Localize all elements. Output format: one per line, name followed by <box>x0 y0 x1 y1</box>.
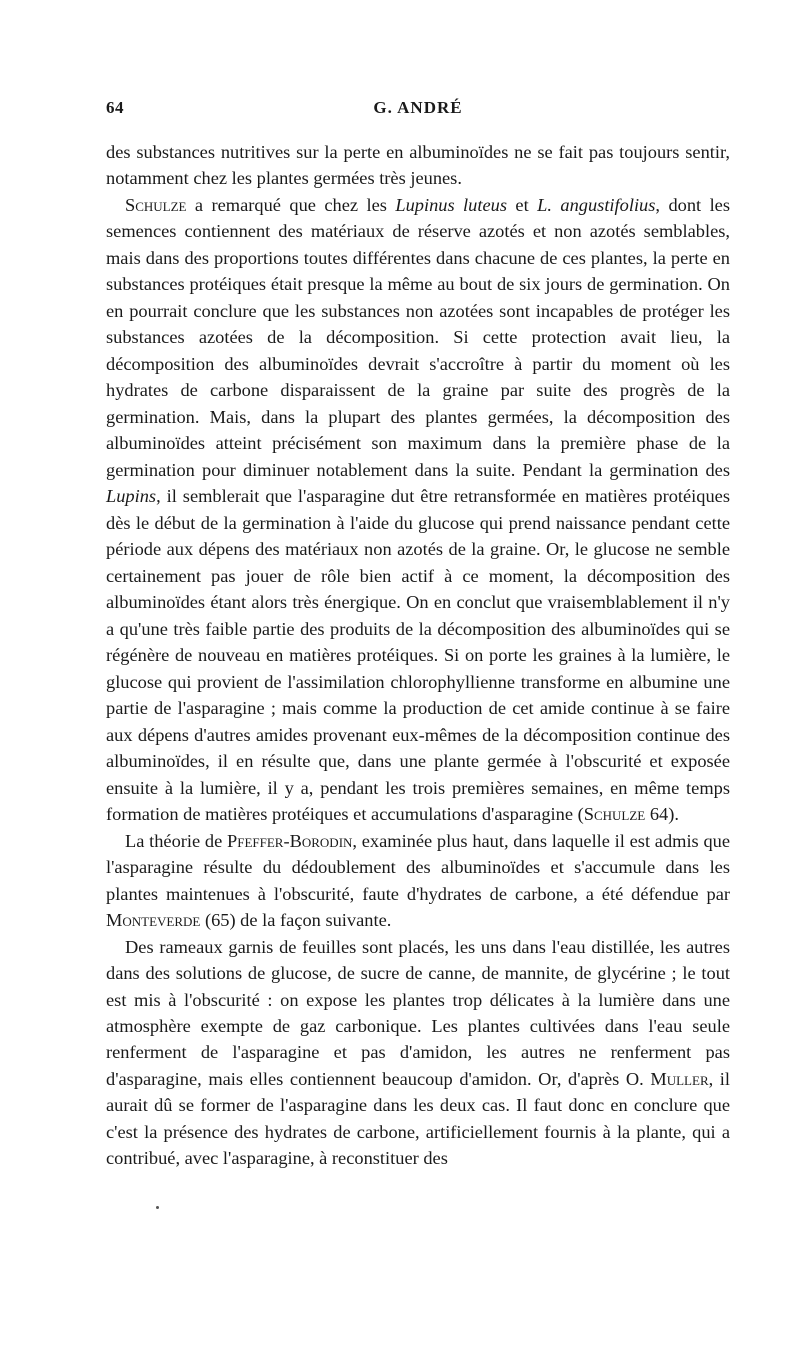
text-run: et <box>506 194 538 215</box>
text-run: , il aurait dû se former de l'asparagine dans les deux cas. Il faut donc en conclure que c'est la présence des hydrates de carbone, artificiellement fournis à la plante, qui a contribué, avec l'asparagine, à reconstituer des <box>106 1068 731 1169</box>
author-name: Muller <box>650 1068 709 1089</box>
text-run: , il semblerait que l'asparagine dut être retransformée en matières protéiques dès le début de la germination à l'aide du glucose qui prend naissance pendant cette période aux dépens des matériaux non azotés de la graine. Or, le glucose ne semble certainement pas jouer de rôle bien actif à ce moment, la décomposition des albuminoïdes étant alors très énergique. On en conclut que vraisemblablement il n'y a qu'une très faible partie des produits de la décomposition des albuminoïdes qui se régénère de nouveau en matières protéiques. Si on porte les graines à la lumière, le glucose qui provient de l'assimilation chlorophyllienne transforme en albumine une partie de l'asparagine ; mais comme la production de cet amide continue à se faire aux dépens d'autres amides provenant eux-mêmes de la décomposition continue des albuminoïdes, il en résulte que, dans une plante germée à l'obscurité et exposée ensuite à la lumière, il y a, pendant les trois premières semaines, en même temps formation de matières protéiques et accumulations d'asparagine ( <box>106 486 730 825</box>
paragraph <box>106 192 730 828</box>
author-name: Monteverde <box>106 910 201 931</box>
species-name: L. angustifolius <box>537 194 656 215</box>
running-head: G. ANDRÉ <box>373 98 463 117</box>
text-run: , dont les semences contiennent des matériaux de réserve azotés et non azotés semblables, mais dans des proportions toutes différentes dans chacune de ces plantes, la perte en substances protéiques était presque la même au bout de six jours de germination. On en pourrait conclure que les substances non azotées sont incapables de protéger les substances azotées de la décomposition. Si cette protection avait lieu, la décomposition des albuminoïdes devrait s'accroître à partir du moment où les hydrates de carbone disparaissent de la graine par suite des progrès de la germination. Mais, dans la plupart des plantes germées, la décomposition des albuminoïdes atteint précisément son maximum dans la première phase de la germination pour diminuer notablement dans la suite. Pendant la germination des <box>106 194 731 480</box>
paragraph <box>106 934 730 1172</box>
text-run: (65) de la façon suivante. <box>200 910 392 931</box>
page-number: 64 <box>106 98 124 117</box>
species-name: Lupins <box>106 486 157 507</box>
paragraph <box>106 828 730 934</box>
text-run: Des rameaux garnis de feuilles sont placés, les uns dans l'eau distillée, les autres dans des solutions de glucose, de sucre de canne, de mannite, de glycérine ; le tout est mis à l'obscurité : on expose les plantes trop délicates à la lumière dans une atmosphère exempte de gaz carbonique. Les plantes cultivées dans l'eau seule renferment de l'asparagine et pas d'amidon, les autres ne renferment pas d'asparagine, mais elles contiennent beaucoup d'amidon. Or, d'après O. <box>106 936 730 1089</box>
paragraph <box>106 139 730 192</box>
author-name: Schulze <box>125 194 187 215</box>
text-run: La théorie de <box>125 830 227 851</box>
page-header <box>106 98 730 128</box>
author-name: Schulze <box>583 804 646 825</box>
species-name: Lupinus luteus <box>395 194 507 215</box>
author-name: Pfeffer-Borodin <box>227 830 353 851</box>
body-text <box>106 139 730 1172</box>
text-run: des substances nutritives sur la perte en albuminoïdes ne se fait pas toujours sentir, notamment chez les plantes germées très jeunes. <box>106 142 730 189</box>
text-run: 64). <box>645 804 679 825</box>
stray-mark <box>156 1206 159 1209</box>
text-run: a remarqué que chez les <box>186 194 396 215</box>
text-run: , examinée plus haut, dans laquelle il est admis que l'asparagine résulte du dédoublement des albuminoïdes et s'accumule dans les plantes maintenues à l'obscurité, faute d'hydrates de carbone, a été défendue par <box>106 830 730 904</box>
